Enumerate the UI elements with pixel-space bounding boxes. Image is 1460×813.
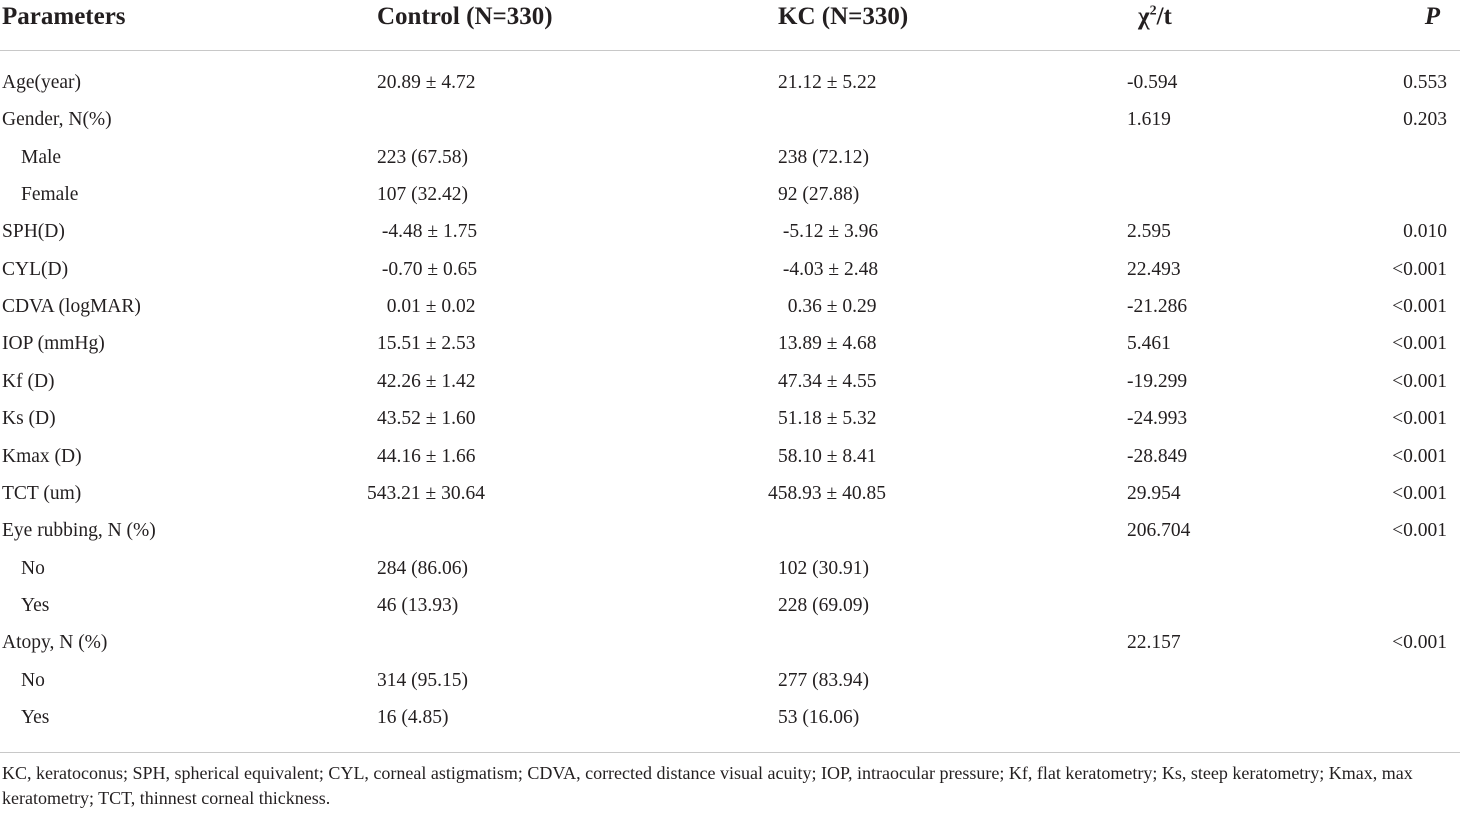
header-stat-rest: /t: [1156, 3, 1172, 30]
cell-parameter: No: [21, 670, 45, 691]
cell-parameter: Gender, N(%): [2, 109, 112, 130]
cell-statistic: -19.299: [1127, 371, 1188, 392]
cell-statistic: 29.954: [1127, 483, 1181, 504]
cell-parameter: Eye rubbing, N (%): [2, 520, 156, 541]
table-row: [0, 251, 1460, 288]
cell-control: 15.51 ± 2.53: [377, 333, 476, 354]
cell-control: -0.70 ± 0.65: [377, 259, 478, 280]
cell-statistic: -28.849: [1127, 446, 1188, 467]
table-row: [0, 213, 1460, 250]
cell-statistic: -24.993: [1127, 408, 1188, 429]
cell-kc: 238 (72.12): [778, 147, 869, 168]
cell-control: 0.01 ± 0.02: [377, 296, 476, 317]
cell-control: 20.89 ± 4.72: [377, 72, 476, 93]
cell-parameter: Kf (D): [2, 371, 55, 392]
header-stat-chi: χ: [1138, 3, 1150, 30]
table-row: [0, 101, 1460, 138]
table-row: [0, 475, 1460, 512]
cell-kc: 277 (83.94): [778, 670, 869, 691]
table-row: [0, 325, 1460, 362]
cell-kc: 102 (30.91): [778, 558, 869, 579]
cell-control: 314 (95.15): [377, 670, 468, 691]
cell-control: 284 (86.06): [377, 558, 468, 579]
table-row: [0, 288, 1460, 325]
cell-kc: 13.89 ± 4.68: [778, 333, 877, 354]
cell-p-value: <0.001: [1392, 259, 1447, 280]
cell-kc: 458.93 ± 40.85: [768, 483, 886, 504]
cell-control: 16 (4.85): [377, 707, 449, 728]
cell-kc: -4.03 ± 2.48: [778, 259, 879, 280]
table-footnote: [0, 752, 1460, 813]
table-row: [0, 587, 1460, 624]
cell-parameter: Atopy, N (%): [2, 632, 108, 653]
cell-kc: 92 (27.88): [778, 184, 860, 205]
cell-statistic: 5.461: [1127, 333, 1171, 354]
cell-kc: 47.34 ± 4.55: [778, 371, 877, 392]
cell-control: -4.48 ± 1.75: [377, 221, 478, 242]
cell-parameter: Yes: [21, 595, 50, 616]
footnote-text: KC, keratoconus; SPH, spherical equivalent; CYL, corneal astigmatism; CDVA, corrected distance visual acuity; IOP, intraocular pressure; Kf, flat keratometry; Ks, steep keratometry; Kmax, max keratometry; TCT, thinnest corneal thickness.: [2, 763, 1413, 808]
cell-statistic: -21.286: [1127, 296, 1188, 317]
cell-p-value: <0.001: [1392, 371, 1447, 392]
table-row: [0, 64, 1460, 101]
cell-kc: 0.36 ± 0.29: [778, 296, 877, 317]
cell-parameter: CYL(D): [2, 259, 69, 280]
cell-p-value: 0.553: [1403, 72, 1447, 93]
cell-statistic: 206.704: [1127, 520, 1191, 541]
table-row: [0, 438, 1460, 475]
cell-control: 223 (67.58): [377, 147, 468, 168]
cell-p-value: <0.001: [1392, 408, 1447, 429]
cell-p-value: 0.203: [1403, 109, 1447, 130]
cell-kc: 21.12 ± 5.22: [778, 72, 877, 93]
cell-kc: 53 (16.06): [778, 707, 860, 728]
cell-statistic: 22.157: [1127, 632, 1181, 653]
header-control: Control (N=330): [377, 3, 553, 30]
cell-parameter: CDVA (logMAR): [2, 296, 141, 317]
table-row: [0, 363, 1460, 400]
cell-control: 107 (32.42): [377, 184, 468, 205]
header-p-value: P: [1424, 3, 1440, 30]
cell-parameter: No: [21, 558, 45, 579]
cell-parameter: Kmax (D): [2, 446, 82, 467]
cell-parameter: Male: [21, 147, 62, 168]
cell-parameter: Yes: [21, 707, 50, 728]
cell-control: 543.21 ± 30.64: [367, 483, 485, 504]
cell-parameter: IOP (mmHg): [2, 333, 105, 354]
table-row: [0, 512, 1460, 549]
table-row: [0, 699, 1460, 736]
cell-p-value: <0.001: [1392, 296, 1447, 317]
cell-kc: 51.18 ± 5.32: [778, 408, 877, 429]
cell-parameter: Age(year): [2, 72, 82, 93]
cell-parameter: TCT (um): [2, 483, 82, 504]
cell-control: 46 (13.93): [377, 595, 459, 616]
table-row: [0, 624, 1460, 661]
table-header: [0, 0, 1460, 51]
cell-control: 43.52 ± 1.60: [377, 408, 476, 429]
table-row: [0, 176, 1460, 213]
cell-p-value: <0.001: [1392, 446, 1447, 467]
header-kc: KC (N=330): [778, 3, 909, 30]
cell-kc: -5.12 ± 3.96: [778, 221, 879, 242]
cell-parameter: SPH(D): [2, 221, 65, 242]
cell-statistic: 2.595: [1127, 221, 1171, 242]
table-row: [0, 662, 1460, 699]
cell-kc: 58.10 ± 8.41: [778, 446, 877, 467]
header-stat-superscript: 2: [1149, 3, 1157, 19]
cell-statistic: 22.493: [1127, 259, 1181, 280]
table-row: [0, 550, 1460, 587]
cell-statistic: -0.594: [1127, 72, 1178, 93]
cell-p-value: <0.001: [1392, 520, 1447, 541]
cell-parameter: Female: [21, 184, 79, 205]
cell-control: 44.16 ± 1.66: [377, 446, 476, 467]
cell-p-value: <0.001: [1392, 333, 1447, 354]
cell-p-value: 0.010: [1403, 221, 1447, 242]
cell-control: 42.26 ± 1.42: [377, 371, 476, 392]
header-parameters: Parameters: [2, 3, 126, 30]
cell-parameter: Ks (D): [2, 408, 56, 429]
table-row: [0, 139, 1460, 176]
table-row: [0, 400, 1460, 437]
cell-p-value: <0.001: [1392, 483, 1447, 504]
header-statistic: [1138, 2, 1172, 32]
cell-kc: 228 (69.09): [778, 595, 869, 616]
cell-p-value: <0.001: [1392, 632, 1447, 653]
cell-statistic: 1.619: [1127, 109, 1171, 130]
